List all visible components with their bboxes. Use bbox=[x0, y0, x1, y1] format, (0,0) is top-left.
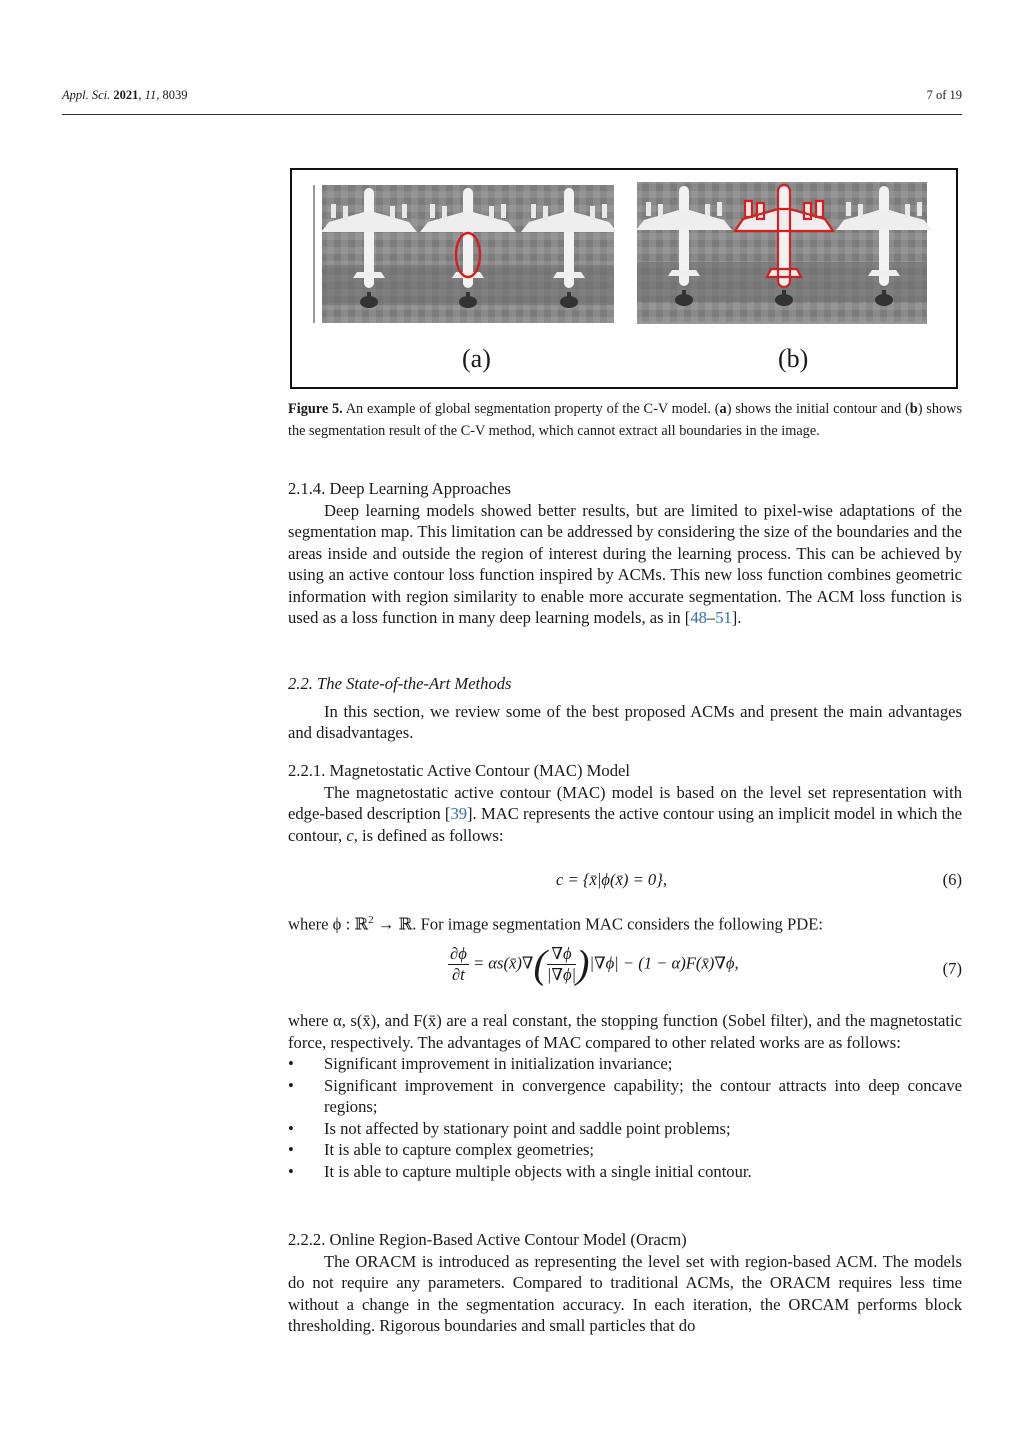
where-text-1: where ϕ : ℝ bbox=[288, 914, 369, 934]
after-equation-text: where α, s(x̄), and F(x̄) are a real constant, the stopping function (Sobel filter), and the magnetostatic force, respectively. The advantages of MAC compared to other related works are as follows: bbox=[288, 1011, 962, 1052]
panel-label-b: (b) bbox=[778, 344, 809, 373]
list-item bbox=[288, 1139, 962, 1161]
caption-ref-b: b bbox=[909, 401, 918, 417]
list-item bbox=[288, 1053, 962, 1075]
equation-mid: = αs(x̄)∇ bbox=[468, 953, 534, 973]
list-item-text: Is not affected by stationary point and saddle point problems; bbox=[324, 1118, 731, 1138]
equation-7 bbox=[288, 941, 962, 996]
body-text: Deep learning models showed better results, but are limited to pixel-wise adaptations of the segmentation map. This limitation can be addressed by considering the size of the boundaries and the areas inside and outside the region of interest during the learning process. This can be achieved by using an active contour loss function inspired by ACMs. This new loss function combines geometric information with region similarity to enable more accurate segmentation. The ACM loss function is used as a loss function in many deep learning models, as in [ bbox=[288, 500, 962, 627]
section-2-2 bbox=[288, 673, 962, 744]
where-text-2: → ℝ. For image segmentation MAC considers the following PDE: bbox=[373, 914, 823, 934]
bullet: • bbox=[288, 1140, 294, 1159]
equation-number: (6) bbox=[942, 870, 962, 889]
panel-label-a: (a) bbox=[462, 344, 491, 373]
bullet: • bbox=[288, 1161, 294, 1181]
caption-text-1: An example of global segmentation property of the C-V model. ( bbox=[342, 401, 720, 417]
journal-volume: 11 bbox=[144, 88, 157, 102]
list-item-text: It is able to capture multiple objects with a single initial contour. bbox=[324, 1161, 752, 1181]
list-item bbox=[288, 1161, 962, 1183]
where-line bbox=[288, 910, 962, 935]
list-item-text: Significant improvement in initialization invariance; bbox=[324, 1054, 673, 1073]
equation-body: $\frac{\partial\phi}{\partial t}$ = αs(x̄)∇( $\frac{\nabla\phi}{|\nabla\phi|}$ )|∇ϕ| − (1 − α)F(x̄)∇ϕ, bbox=[450, 941, 739, 987]
bullet: • bbox=[288, 1075, 294, 1095]
section-2-1-4 bbox=[288, 478, 962, 629]
section-heading: 2.2.2. Online Region-Based Active Contour Model (Oracm) bbox=[288, 1230, 687, 1249]
list-item bbox=[288, 1118, 962, 1140]
citation-link[interactable]: 39 bbox=[450, 804, 468, 823]
frac-numerator: ∇ϕ bbox=[547, 944, 576, 965]
equation-rest: |∇ϕ| − (1 − α)F(x̄)∇ϕ, bbox=[589, 953, 739, 973]
caption-ref-a: a bbox=[719, 401, 727, 417]
section-heading: 2.2.1. Magnetostatic Active Contour (MAC) Model bbox=[288, 761, 630, 780]
advantages-list bbox=[288, 1053, 962, 1182]
math-var: c bbox=[346, 825, 354, 845]
citation-link[interactable]: 51 bbox=[715, 608, 732, 627]
caption-text-2: ) shows the initial contour and ( bbox=[726, 401, 910, 417]
header-rule bbox=[62, 114, 962, 115]
section-body: In this section, we review some of the best proposed ACMs and present the main advantages and disadvantages. bbox=[288, 701, 962, 742]
equation-number: (7) bbox=[942, 959, 962, 978]
list-item-text: It is able to capture complex geometries; bbox=[324, 1140, 595, 1159]
cite-dash: – bbox=[706, 608, 716, 627]
running-header bbox=[62, 88, 962, 110]
caption-label: Figure 5. bbox=[288, 401, 343, 417]
section-body bbox=[288, 782, 962, 847]
section-2-2-2 bbox=[288, 1229, 962, 1337]
body-tail: ]. bbox=[731, 608, 742, 627]
lhs-numerator: ∂ϕ bbox=[450, 944, 467, 963]
lhs-denominator: ∂t bbox=[451, 965, 465, 984]
journal-citation: Appl. Sci. 2021, 11, 8039 bbox=[62, 88, 188, 102]
page-number: 7 of 19 bbox=[926, 88, 962, 102]
superscript: 2 bbox=[368, 914, 374, 926]
figure-5 bbox=[290, 168, 958, 389]
body-text: The magnetostatic active contour (MAC) model is based on the level set representation with edge-based description [ bbox=[288, 782, 962, 823]
section-2-2-1 bbox=[288, 760, 962, 846]
bullet: • bbox=[288, 1118, 294, 1138]
equation-body: c = {x̄|ϕ(x̄) = 0}, bbox=[556, 870, 668, 889]
section-heading: 2.1.4. Deep Learning Approaches bbox=[288, 479, 512, 498]
section-body bbox=[288, 500, 962, 629]
bullet: • bbox=[288, 1054, 294, 1073]
body-text: , is defined as follows: bbox=[353, 825, 504, 845]
list-item-text: Significant improvement in convergence capability; the contour attracts into deep concave regions; bbox=[324, 1075, 962, 1116]
body-text: ]. MAC represents the active contour using an implicit model in which the contour, bbox=[288, 804, 963, 845]
figure-image bbox=[292, 170, 956, 387]
journal-name: Appl. Sci. bbox=[62, 88, 111, 102]
journal-year: 2021 bbox=[113, 88, 139, 102]
caption-text-3: ) shows the segmentation result of the C-V method, which cannot extract all boundaries in the image. bbox=[288, 401, 963, 439]
section-heading: 2.2. The State-of-the-Art Methods bbox=[288, 674, 512, 693]
section-body: The ORACM is introduced as representing the level set with region-based ACM. The models do not require any parameters. Compared to traditional ACMs, the ORACM requires less time without a change in the segmentation accuracy. In each iteration, the ORCAM performs block thresholding. Rigorous boundaries and small particles that do bbox=[288, 1251, 962, 1335]
list-item bbox=[288, 1075, 962, 1118]
frac-denominator: |∇ϕ| bbox=[546, 965, 577, 984]
section-2-2-1-cont bbox=[288, 1010, 962, 1182]
article-number: 8039 bbox=[162, 88, 188, 102]
citation-link[interactable]: 48 bbox=[690, 608, 707, 627]
figure-caption bbox=[288, 399, 962, 442]
